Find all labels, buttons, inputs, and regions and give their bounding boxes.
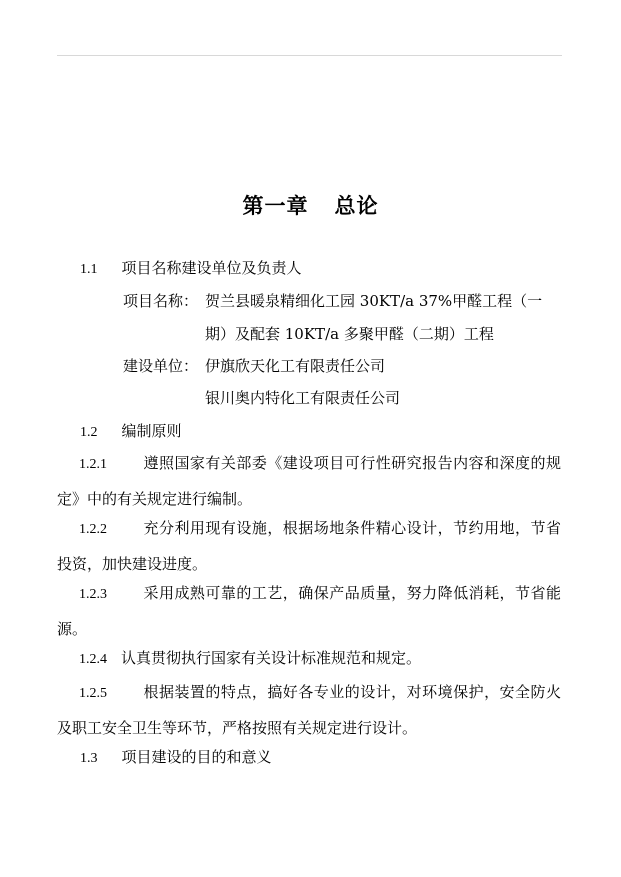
project-name-line1: 贺兰县暖泉精细化工园 30KT/a 37%甲醛工程（一 (205, 292, 543, 310)
project-name-line2: 期）及配套 10KT/a 多聚甲醛（二期）工程 (205, 325, 494, 343)
principle-1-2-1 (57, 446, 561, 516)
principle-text: 根据装置的特点，搞好各专业的设计，对环境保护，安全防火及职工安全卫生等环节，严格按照有关规定进行设计。 (57, 683, 561, 737)
principle-text: 认真贯彻执行国家有关设计标准规范和规定。 (121, 649, 422, 667)
principle-1-2-4 (57, 641, 561, 677)
construction-unit-1: 伊旗欣天化工有限责任公司 (205, 357, 386, 375)
section-number: 1.2 (80, 425, 98, 440)
section-heading-1-3 (80, 747, 272, 769)
section-title: 编制原则 (121, 422, 182, 440)
chapter-number: 第一章 (242, 193, 309, 218)
chapter-name: 总论 (334, 193, 379, 218)
construction-unit-label: 建设单位： (123, 357, 199, 375)
principle-1-2-5 (57, 675, 561, 745)
section-number: 1.3 (80, 751, 98, 766)
chapter-title (0, 190, 621, 220)
section-heading-1-2 (80, 421, 182, 443)
principle-1-2-3 (57, 576, 561, 646)
principle-text: 遵照国家有关部委《建设项目可行性研究报告内容和深度的规定》中的有关规定进行编制。 (57, 454, 561, 508)
section-number: 1.1 (80, 262, 98, 277)
section-title: 项目名称建设单位及负责人 (121, 259, 302, 277)
principle-text: 采用成熟可靠的工艺，确保产品质量，努力降低消耗，节省能源。 (57, 584, 561, 638)
header-rule (57, 55, 562, 56)
principle-number: 1.2.5 (79, 686, 107, 701)
section-heading-1-1 (80, 258, 302, 280)
principle-number: 1.2.2 (79, 522, 107, 537)
principle-number: 1.2.4 (79, 652, 107, 667)
construction-unit-2: 银川奥内特化工有限责任公司 (205, 389, 401, 407)
principle-1-2-2 (57, 511, 561, 581)
principle-number: 1.2.1 (79, 457, 107, 472)
principle-number: 1.2.3 (79, 587, 107, 602)
section-title: 项目建设的目的和意义 (121, 748, 272, 766)
principle-text: 充分利用现有设施，根据场地条件精心设计，节约用地，节省投资，加快建设进度。 (57, 519, 561, 573)
project-name-label: 项目名称： (123, 292, 199, 310)
